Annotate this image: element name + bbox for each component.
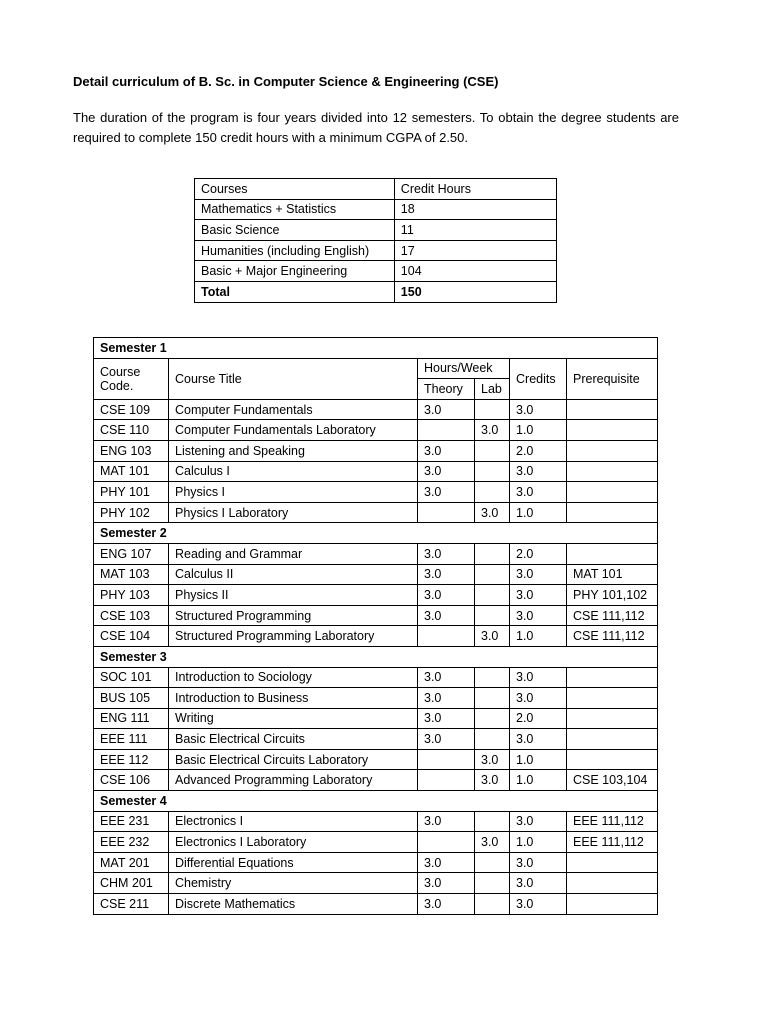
course-code: ENG 103	[94, 440, 169, 461]
lab-hours: 3.0	[475, 770, 510, 791]
lab-hours: 3.0	[475, 832, 510, 853]
prerequisite: CSE 103,104	[567, 770, 658, 791]
summary-course: Humanities (including English)	[195, 240, 395, 261]
summary-total-label: Total	[195, 281, 395, 302]
course-code: PHY 101	[94, 482, 169, 503]
theory-hours	[418, 420, 475, 441]
course-row	[94, 811, 658, 832]
credits: 1.0	[510, 626, 567, 647]
course-code: CSE 211	[94, 894, 169, 915]
course-title: Physics I Laboratory	[169, 502, 418, 523]
semester-row	[94, 523, 658, 544]
course-row	[94, 708, 658, 729]
semester-row	[94, 338, 658, 359]
theory-hours: 3.0	[418, 894, 475, 915]
column-header-row	[94, 358, 658, 379]
theory-hours: 3.0	[418, 873, 475, 894]
course-row	[94, 667, 658, 688]
course-title: Differential Equations	[169, 852, 418, 873]
lab-hours	[475, 729, 510, 750]
course-row	[94, 440, 658, 461]
summary-credit-hours: 18	[394, 199, 556, 220]
lab-hours	[475, 873, 510, 894]
credits: 1.0	[510, 749, 567, 770]
semester-label: Semester 4	[94, 791, 658, 812]
credits: 2.0	[510, 543, 567, 564]
summary-row	[195, 261, 557, 282]
lab-hours: 3.0	[475, 502, 510, 523]
prerequisite: PHY 101,102	[567, 585, 658, 606]
prerequisite	[567, 399, 658, 420]
course-code: ENG 107	[94, 543, 169, 564]
header-theory: Theory	[418, 379, 475, 400]
prerequisite	[567, 852, 658, 873]
credits: 3.0	[510, 605, 567, 626]
course-row	[94, 482, 658, 503]
course-title: Advanced Programming Laboratory	[169, 770, 418, 791]
course-title: Structured Programming	[169, 605, 418, 626]
prerequisite	[567, 873, 658, 894]
credits: 3.0	[510, 688, 567, 709]
theory-hours: 3.0	[418, 482, 475, 503]
summary-total-value: 150	[394, 281, 556, 302]
course-row	[94, 399, 658, 420]
summary-credit-hours: 11	[394, 220, 556, 241]
course-row	[94, 502, 658, 523]
summary-course: Mathematics + Statistics	[195, 199, 395, 220]
prerequisite	[567, 440, 658, 461]
credits: 3.0	[510, 564, 567, 585]
theory-hours: 3.0	[418, 667, 475, 688]
theory-hours	[418, 832, 475, 853]
course-row	[94, 605, 658, 626]
summary-header-credit-hours: Credit Hours	[394, 179, 556, 200]
prerequisite: CSE 111,112	[567, 626, 658, 647]
course-row	[94, 770, 658, 791]
course-code: EEE 232	[94, 832, 169, 853]
credits: 1.0	[510, 420, 567, 441]
summary-credit-hours: 17	[394, 240, 556, 261]
credits: 3.0	[510, 585, 567, 606]
theory-hours: 3.0	[418, 564, 475, 585]
lab-hours	[475, 399, 510, 420]
credits: 3.0	[510, 667, 567, 688]
lab-hours: 3.0	[475, 626, 510, 647]
lab-hours	[475, 564, 510, 585]
course-title: Electronics I	[169, 811, 418, 832]
curriculum-table	[93, 337, 658, 915]
semester-label: Semester 1	[94, 338, 658, 359]
theory-hours: 3.0	[418, 585, 475, 606]
course-title: Physics I	[169, 482, 418, 503]
credits: 3.0	[510, 894, 567, 915]
summary-header-courses: Courses	[195, 179, 395, 200]
course-row	[94, 585, 658, 606]
course-code: CSE 109	[94, 399, 169, 420]
course-row	[94, 543, 658, 564]
header-course-code: Course Code.	[94, 358, 169, 399]
course-row	[94, 873, 658, 894]
summary-course: Basic + Major Engineering	[195, 261, 395, 282]
course-row	[94, 894, 658, 915]
course-code: BUS 105	[94, 688, 169, 709]
semester-row	[94, 791, 658, 812]
theory-hours	[418, 770, 475, 791]
prerequisite: CSE 111,112	[567, 605, 658, 626]
course-code: CSE 103	[94, 605, 169, 626]
summary-header-row	[195, 179, 557, 200]
lab-hours	[475, 852, 510, 873]
course-title: Reading and Grammar	[169, 543, 418, 564]
theory-hours	[418, 502, 475, 523]
credits: 1.0	[510, 502, 567, 523]
prerequisite	[567, 708, 658, 729]
header-lab: Lab	[475, 379, 510, 400]
course-code: PHY 103	[94, 585, 169, 606]
course-title: Physics II	[169, 585, 418, 606]
course-code: PHY 102	[94, 502, 169, 523]
course-row	[94, 852, 658, 873]
course-title: Introduction to Sociology	[169, 667, 418, 688]
credits: 2.0	[510, 440, 567, 461]
theory-hours: 3.0	[418, 811, 475, 832]
credits: 3.0	[510, 729, 567, 750]
lab-hours	[475, 440, 510, 461]
credits: 3.0	[510, 461, 567, 482]
prerequisite	[567, 420, 658, 441]
course-row	[94, 420, 658, 441]
credits: 3.0	[510, 852, 567, 873]
lab-hours	[475, 482, 510, 503]
lab-hours	[475, 708, 510, 729]
theory-hours: 3.0	[418, 852, 475, 873]
credits: 2.0	[510, 708, 567, 729]
credits: 3.0	[510, 873, 567, 894]
theory-hours: 3.0	[418, 729, 475, 750]
course-code: EEE 112	[94, 749, 169, 770]
credits: 3.0	[510, 482, 567, 503]
prerequisite	[567, 482, 658, 503]
course-code: MAT 103	[94, 564, 169, 585]
summary-row	[195, 220, 557, 241]
lab-hours	[475, 585, 510, 606]
summary-course: Basic Science	[195, 220, 395, 241]
prerequisite	[567, 688, 658, 709]
lab-hours	[475, 894, 510, 915]
course-code: CHM 201	[94, 873, 169, 894]
lab-hours	[475, 461, 510, 482]
prerequisite: MAT 101	[567, 564, 658, 585]
lab-hours	[475, 667, 510, 688]
lab-hours	[475, 688, 510, 709]
lab-hours: 3.0	[475, 420, 510, 441]
semester-label: Semester 3	[94, 646, 658, 667]
credits: 3.0	[510, 399, 567, 420]
course-title: Computer Fundamentals	[169, 399, 418, 420]
prerequisite	[567, 894, 658, 915]
course-row	[94, 749, 658, 770]
prerequisite	[567, 461, 658, 482]
summary-row	[195, 240, 557, 261]
course-title: Structured Programming Laboratory	[169, 626, 418, 647]
course-code: CSE 106	[94, 770, 169, 791]
course-code: ENG 111	[94, 708, 169, 729]
course-title: Writing	[169, 708, 418, 729]
theory-hours: 3.0	[418, 440, 475, 461]
course-code: MAT 201	[94, 852, 169, 873]
semester-row	[94, 646, 658, 667]
theory-hours: 3.0	[418, 688, 475, 709]
summary-row	[195, 199, 557, 220]
course-row	[94, 832, 658, 853]
summary-total-row	[195, 281, 557, 302]
header-credits: Credits	[510, 358, 567, 399]
lab-hours	[475, 543, 510, 564]
course-row	[94, 564, 658, 585]
course-title: Discrete Mathematics	[169, 894, 418, 915]
course-row	[94, 729, 658, 750]
course-title: Chemistry	[169, 873, 418, 894]
course-code: EEE 111	[94, 729, 169, 750]
prerequisite	[567, 749, 658, 770]
course-title: Computer Fundamentals Laboratory	[169, 420, 418, 441]
course-code: EEE 231	[94, 811, 169, 832]
theory-hours: 3.0	[418, 543, 475, 564]
course-row	[94, 688, 658, 709]
header-prerequisite: Prerequisite	[567, 358, 658, 399]
theory-hours: 3.0	[418, 399, 475, 420]
course-title: Basic Electrical Circuits Laboratory	[169, 749, 418, 770]
semester-label: Semester 2	[94, 523, 658, 544]
course-title: Introduction to Business	[169, 688, 418, 709]
theory-hours: 3.0	[418, 461, 475, 482]
theory-hours	[418, 749, 475, 770]
prerequisite	[567, 502, 658, 523]
credits: 1.0	[510, 770, 567, 791]
credits: 3.0	[510, 811, 567, 832]
course-title: Calculus I	[169, 461, 418, 482]
course-title: Basic Electrical Circuits	[169, 729, 418, 750]
course-code: CSE 110	[94, 420, 169, 441]
lab-hours: 3.0	[475, 749, 510, 770]
prerequisite	[567, 667, 658, 688]
prerequisite	[567, 729, 658, 750]
theory-hours: 3.0	[418, 708, 475, 729]
course-code: CSE 104	[94, 626, 169, 647]
summary-credit-hours: 104	[394, 261, 556, 282]
lab-hours	[475, 811, 510, 832]
theory-hours	[418, 626, 475, 647]
prerequisite	[567, 543, 658, 564]
course-code: SOC 101	[94, 667, 169, 688]
document-heading: Detail curriculum of B. Sc. in Computer Science & Engineering (CSE)	[73, 74, 499, 89]
course-title: Calculus II	[169, 564, 418, 585]
credit-summary-table	[194, 178, 557, 303]
course-code: MAT 101	[94, 461, 169, 482]
header-hours-week: Hours/Week	[418, 358, 510, 379]
course-row	[94, 626, 658, 647]
header-course-title: Course Title	[169, 358, 418, 399]
prerequisite: EEE 111,112	[567, 811, 658, 832]
course-title: Listening and Speaking	[169, 440, 418, 461]
credits: 1.0	[510, 832, 567, 853]
prerequisite: EEE 111,112	[567, 832, 658, 853]
theory-hours: 3.0	[418, 605, 475, 626]
course-row	[94, 461, 658, 482]
lab-hours	[475, 605, 510, 626]
course-title: Electronics I Laboratory	[169, 832, 418, 853]
intro-paragraph: The duration of the program is four years divided into 12 semesters. To obtain the degree students are required to complete 150 credit hours with a minimum CGPA of 2.50.	[73, 110, 679, 145]
